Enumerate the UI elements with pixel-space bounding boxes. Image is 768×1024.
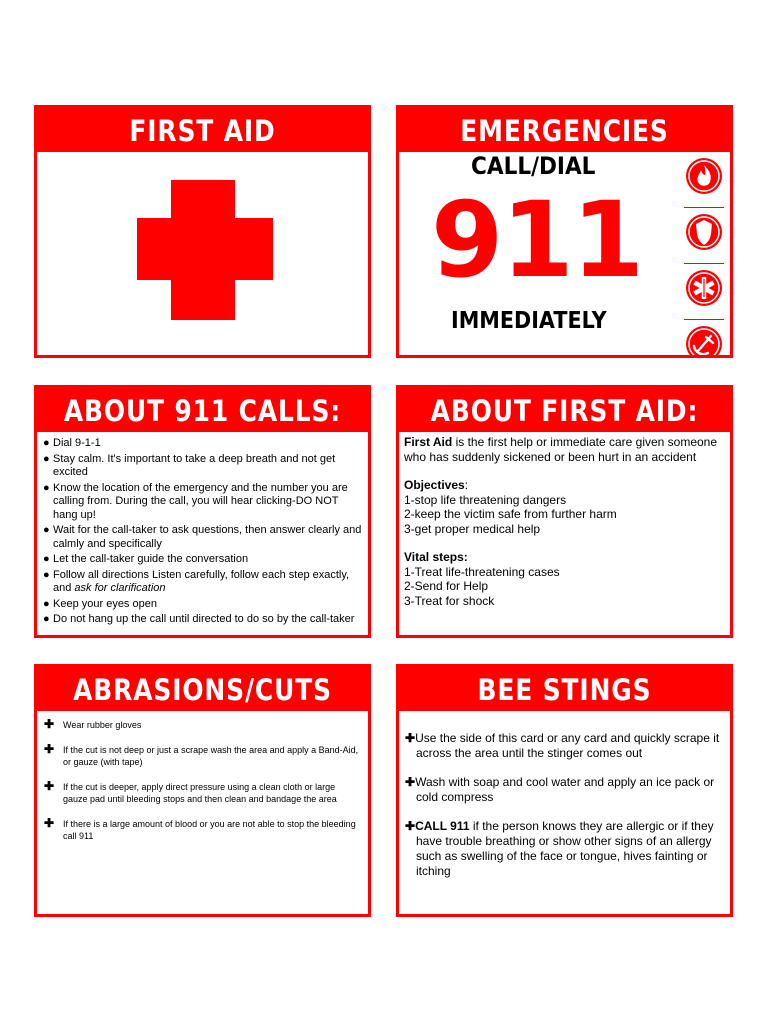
police-badge-icon [684,212,724,252]
list-item: ✚ If the cut is not deep or just a scrape wash the area and apply a Band-Aid, or gauze (with tape) [44,741,359,767]
list-item: ● Do not hang up the call until directed to do so by the call-taker [43,613,355,625]
list-item: ✚ Wear rubber gloves [44,717,142,731]
list-item: ✚ If there is a large amount of blood or you are not able to stop the bleeding call 911 [44,815,356,841]
star-of-life-icon [684,268,724,308]
bee-stings-card [396,664,733,917]
icon-divider [684,207,724,208]
call-tips-list [37,432,368,627]
card-body [37,152,368,355]
list-item: 2-keep the victim safe from further harm [404,507,617,521]
abrasions-cuts-card [34,664,371,917]
emergencies-card [396,105,733,358]
list-item: ✚Use the side of this card or any card and quickly scrape it across the area until the stinger comes out [405,731,720,760]
about-first-aid-card [396,385,733,638]
card-title: ABRASIONS/CUTS [73,673,332,707]
icon-divider [684,263,724,264]
cross-bullet-icon: ✚ [405,819,416,833]
card-title: BEE STINGS [477,673,652,707]
cross-bullet-icon: ✚ [44,778,55,793]
list-item: ● Wait for the call-taker to ask questions, then answer clearly and calmly and specifically [43,524,362,550]
list-item: 1-stop life threatening dangers [404,492,567,507]
list-item: 3-get proper medical help [404,521,541,536]
list-item: ● Know the location of the emergency and the number you are calling from. During the call, you will hear clicking-DO NOT hang up! [43,481,348,521]
immediately-label: IMMEDIATELY [451,308,607,334]
emergency-services-icons [682,152,726,355]
card-title: ABOUT FIRST AID: [430,394,699,428]
emergency-number: 911 [431,179,643,301]
list-item: ● Stay calm. It's important to take a deep breath and not get excited [43,452,336,478]
list-item: ✚CALL 911 if the person knows they are allergic or if they have trouble breathing or show other signs of an allergy such as swelling of the face or tongue, hives fainting or itching [405,819,714,878]
card-title: FIRST AID [129,114,276,148]
cross-bullet-icon: ✚ [44,717,55,731]
cuts-steps-list [37,711,368,843]
italic-note: ask for clarification [74,582,166,594]
objectives-heading: Objectives: [404,478,469,492]
list-item: ● Keep your eyes open [43,597,157,610]
call-dial-label: CALL/DIAL [471,152,596,180]
list-item: 1-Treat life-threatening cases [404,564,560,579]
list-item: ● Let the call-taker guide the conversation [43,553,249,565]
about-911-calls-card [34,385,371,638]
card-body [399,432,730,635]
list-item: ✚ If the cut is deeper, apply direct pressure using a clean cloth or large gauze pad until bleeding stops and then clean and bandage the area [44,778,337,804]
vital-steps-heading: Vital steps: [404,550,468,564]
anchor-icon [684,324,724,355]
list-item: ● Follow all directions Listen carefully, follow each step exactly, and ask for clarification [43,568,350,594]
list-item: ✚Wash with soap and cool water and apply an ice pack or cold compress [405,775,715,804]
card-body [399,711,730,914]
list-item: 2-Send for Help [404,579,489,593]
cross-bullet-icon: ✚ [44,741,55,756]
fire-icon [684,156,724,196]
cross-bullet-icon: ✚ [405,775,416,789]
icon-divider [684,319,724,320]
first-aid-definition: First Aid is the first help or immediate care given someone who has suddenly sickened or been hurt in an accident [404,435,718,464]
cross-bullet-icon: ✚ [405,731,416,745]
card-title: EMERGENCIES [460,114,669,148]
card-body [37,711,368,914]
list-item: ● Dial 9-1-1 [43,437,101,449]
card-body [399,152,730,355]
bee-sting-steps-list [399,711,730,879]
list-item: 3-Treat for shock [404,593,495,608]
first-aid-card [34,105,371,358]
card-title: ABOUT 911 CALLS: [63,394,342,428]
card-body [37,432,368,635]
cross-bullet-icon: ✚ [44,815,55,830]
